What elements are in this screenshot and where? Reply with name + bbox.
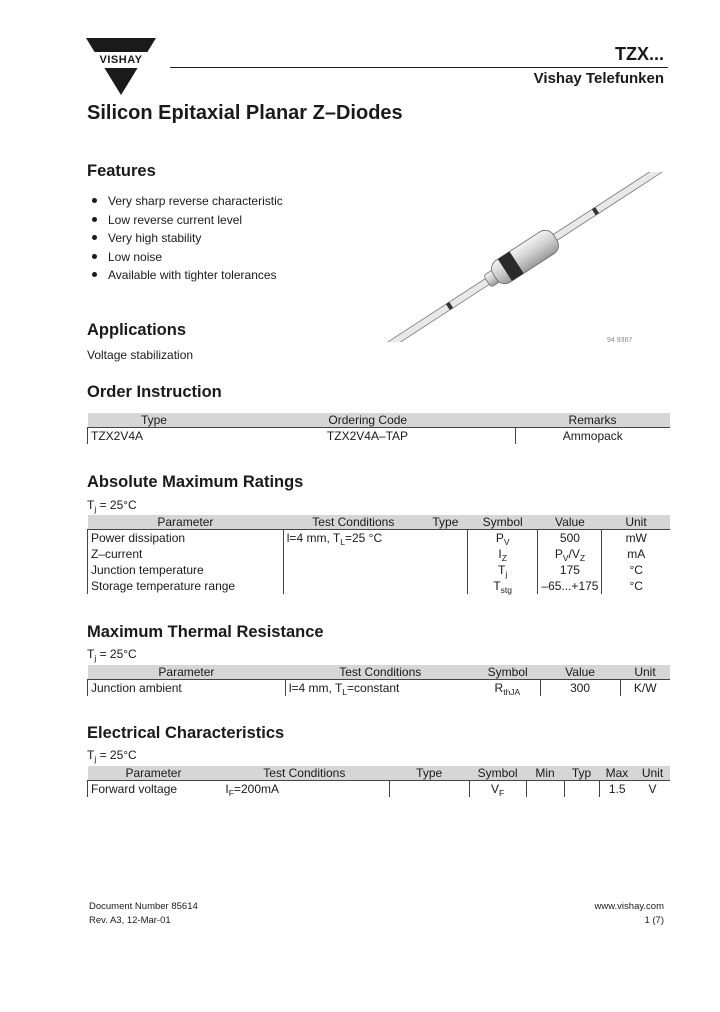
table-row: Forward voltage $I_F=200mA$ $V_F$ 1.5 V xyxy=(88,781,671,798)
revision: Rev. A3, 12-Mar-01 xyxy=(89,915,171,926)
feature-item: Very high stability xyxy=(92,230,283,249)
column-header: Remarks xyxy=(515,413,670,428)
thermal-table xyxy=(87,665,670,696)
company-name: Vishay Telefunken xyxy=(533,70,664,87)
column-header: Unit xyxy=(635,766,670,781)
table-row xyxy=(88,428,671,445)
feature-item: Very sharp reverse characteristic xyxy=(92,193,283,212)
table-row: Junction ambient l=4 mm, $T_L=constant$ $R_{thJA}$ 300 K/W xyxy=(88,680,671,697)
thermal-heading: Maximum Thermal Resistance xyxy=(87,623,324,641)
column-header: Type xyxy=(88,413,221,428)
features-heading: Features xyxy=(87,162,156,180)
column-header: Type xyxy=(389,766,469,781)
order-heading: Order Instruction xyxy=(87,383,222,401)
column-header: Symbol xyxy=(475,665,540,680)
electrical-condition: $T_j = 25^\circ C$ xyxy=(87,748,137,764)
column-header: Parameter xyxy=(88,766,220,781)
vishay-logo-text: VISHAY xyxy=(99,54,143,66)
order-table xyxy=(87,413,670,444)
abs-max-table xyxy=(87,515,670,594)
column-header: Value xyxy=(538,515,602,530)
order-type: TZX2V4A xyxy=(88,428,221,445)
table-row: Z–current $I_Z$ $P_V/V_Z$ mA xyxy=(88,546,671,562)
page-number: 1 (7) xyxy=(644,915,664,926)
table-row: Storage temperature range $T_{stg}$ –65...+175 °C xyxy=(88,578,671,594)
column-header: Unit xyxy=(602,515,670,530)
column-header: Unit xyxy=(620,665,670,680)
thermal-condition: $T_j = 25^\circ C$ xyxy=(87,647,137,663)
order-code: TZX2V4A–TAP xyxy=(220,428,515,445)
column-header: Typ xyxy=(564,766,599,781)
vishay-logo-icon xyxy=(86,38,156,98)
diode-package-icon xyxy=(380,172,670,342)
table-header-row xyxy=(88,665,671,680)
abs-max-heading: Absolute Maximum Ratings xyxy=(87,473,304,491)
bullet-icon xyxy=(92,235,97,240)
table-header-row xyxy=(88,766,671,781)
feature-item: Low noise xyxy=(92,249,283,268)
part-number-title: TZX... xyxy=(615,44,664,64)
bullet-icon xyxy=(92,198,97,203)
electrical-table xyxy=(87,766,670,797)
column-header: Ordering Code xyxy=(220,413,515,428)
table-row: Power dissipation l=4 mm, $T_L=25$ °C $P_V$ 500 mW xyxy=(88,530,671,547)
order-remarks: Ammopack xyxy=(515,428,670,445)
column-header: Symbol xyxy=(469,766,526,781)
feature-item: Available with tighter tolerances xyxy=(92,267,283,286)
page-title: Silicon Epitaxial Planar Z–Diodes xyxy=(87,102,403,124)
column-header: Parameter xyxy=(88,515,284,530)
table-row: Junction temperature $T_j$ 175 °C xyxy=(88,562,671,578)
column-header: Value xyxy=(540,665,620,680)
column-header: Type xyxy=(423,515,467,530)
website-link[interactable]: www.vishay.com xyxy=(594,901,664,912)
bullet-icon xyxy=(92,254,97,259)
electrical-heading: Electrical Characteristics xyxy=(87,724,285,742)
bullet-icon xyxy=(92,272,97,277)
column-header: Parameter xyxy=(88,665,286,680)
abs-max-condition: $T_j = 25^\circ C$ xyxy=(87,498,137,514)
figure-caption: 94 9367 xyxy=(607,337,633,344)
feature-item: Low reverse current level xyxy=(92,212,283,231)
applications-text: Voltage stabilization xyxy=(87,348,194,362)
document-number: Document Number 85614 xyxy=(89,901,198,912)
column-header: Min xyxy=(526,766,564,781)
column-header: Test Conditions xyxy=(283,515,423,530)
column-header: Symbol xyxy=(467,515,537,530)
features-list xyxy=(92,193,283,286)
table-header-row xyxy=(88,413,671,428)
applications-heading: Applications xyxy=(87,321,187,339)
header-rule xyxy=(170,67,668,68)
column-header: Max xyxy=(599,766,635,781)
column-header: Test Conditions xyxy=(285,665,475,680)
column-header: Test Conditions xyxy=(219,766,389,781)
bullet-icon xyxy=(92,217,97,222)
table-header-row xyxy=(88,515,671,530)
